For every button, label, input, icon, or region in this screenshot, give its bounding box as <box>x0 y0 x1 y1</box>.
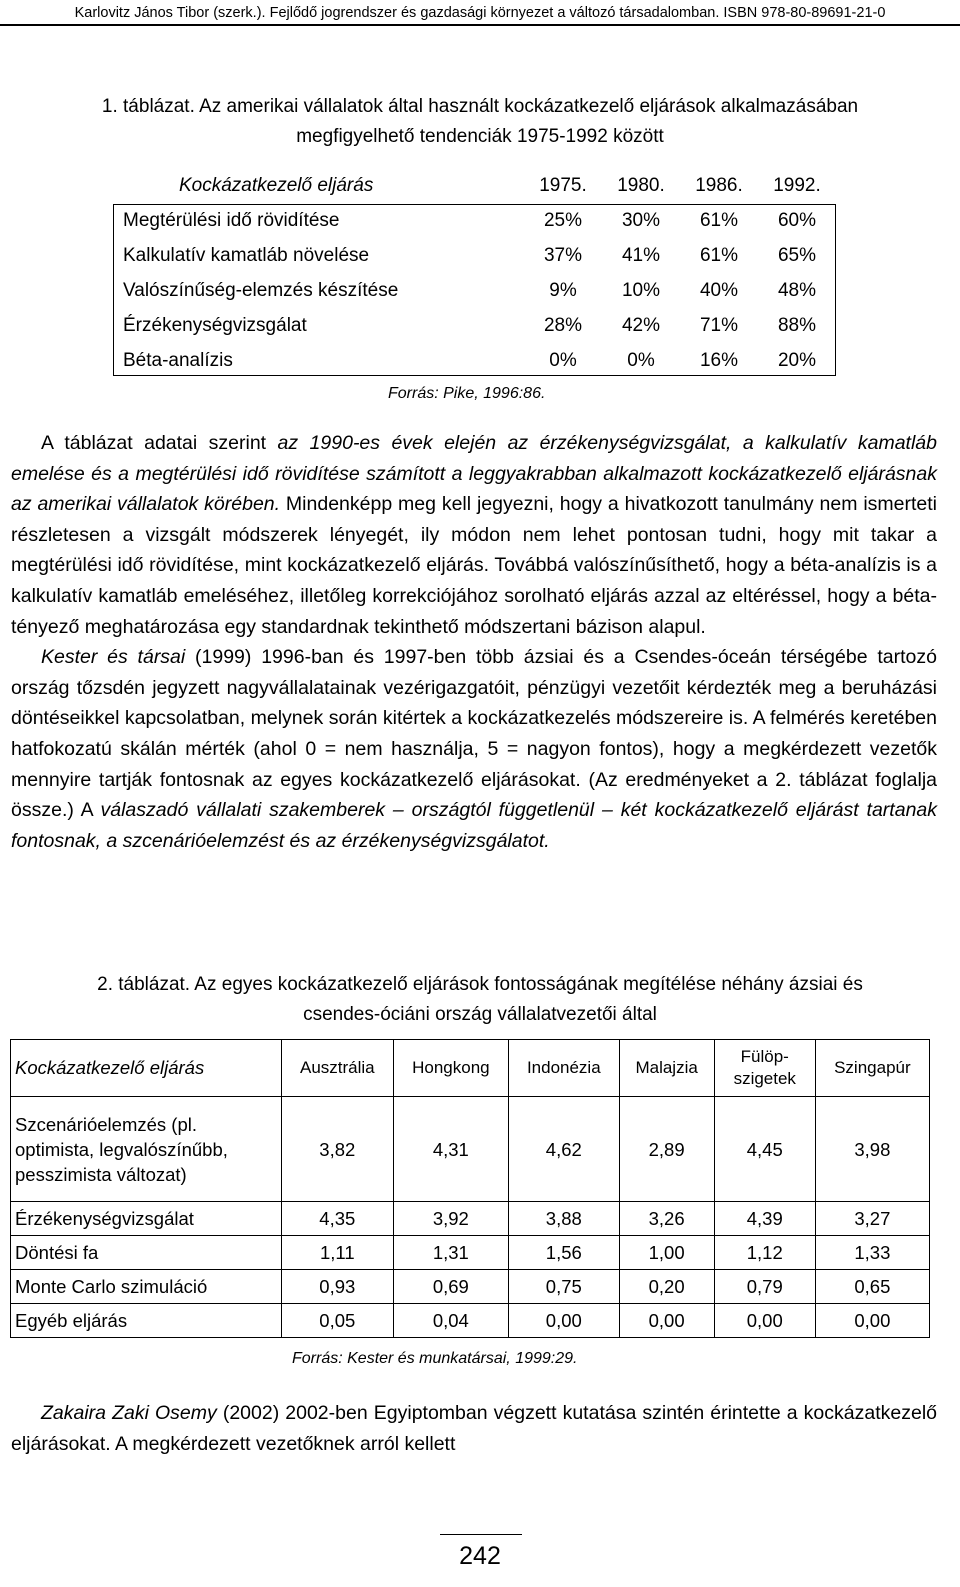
table2-caption <box>20 970 940 1030</box>
table2-cell: 0,20 <box>619 1270 714 1304</box>
table1-col-header: 1980. <box>617 174 665 196</box>
p1-text-emphasis: az 1990-es évek elején az érzékenységvizsgálat, a kalkulatív kamatláb emelése és a megtérülési idő rövidítése számított a leggyakrabban alkalmazott kockázatkezelő eljárásnak az amerikai vállalatok körében. <box>11 432 937 516</box>
body-text-2 <box>11 1398 937 1459</box>
body-text-1 <box>11 428 937 856</box>
table-row <box>113 238 836 273</box>
table1-col-header: 1975. <box>539 174 587 196</box>
table1-row-label: Kalkulatív kamatláb növelése <box>123 244 370 266</box>
table2-cell: 0,00 <box>815 1304 929 1338</box>
table1-cell: 88% <box>777 314 817 336</box>
table1-header-row <box>113 168 836 203</box>
table2-cell: 0,65 <box>815 1270 929 1304</box>
table2-col-header: Hongkong <box>393 1040 508 1097</box>
table1-cell: 9% <box>549 279 577 301</box>
table1-row-label: Béta-analízis <box>123 349 233 371</box>
table2-cell: 0,79 <box>714 1270 815 1304</box>
table1-cell: 10% <box>621 279 661 301</box>
table1-row-label: Valószínűség-elemzés készítése <box>123 279 399 301</box>
table1-cell: 37% <box>543 244 583 266</box>
table2-caption-line2: csendes-óciáni ország vállalatvezetői által <box>303 1004 657 1025</box>
table2-col-header: Ausztrália <box>282 1040 394 1097</box>
table-row <box>113 273 836 308</box>
table2-row-label: Szcenárióelemzés (pl. optimista, legvalószínűbb, pesszimista változat) <box>11 1097 282 1202</box>
header-citation: Karlovitz János Tibor (szerk.). Fejlődő jogrendszer és gazdasági környezet a változó társadalomban. ISBN 978-80-89691-21-0 <box>74 5 886 21</box>
table2-source: Forrás: Kester és munkatársai, 1999:29. <box>292 1350 578 1367</box>
p2-author: Kester és társai <box>41 646 186 669</box>
table-row <box>113 308 836 343</box>
table2-cell: 0,69 <box>393 1270 508 1304</box>
table1-cell: 28% <box>543 314 583 336</box>
p3-author: Zakaira Zaki Osemy <box>41 1402 217 1424</box>
table-row <box>11 1304 930 1338</box>
table2-cell: 3,82 <box>282 1097 394 1202</box>
table2-cell: 1,33 <box>815 1236 929 1270</box>
table-row <box>113 203 836 238</box>
table-row <box>11 1097 930 1202</box>
table2-cell: 0,04 <box>393 1304 508 1338</box>
table-row <box>113 343 836 378</box>
p3-text-b: (2002) 2002-ben Egyiptomban végzett kutatása szintén érintette a kockázatkezelő eljárásokat. A megkérdezett vezetőknek arról kellett <box>11 1402 937 1455</box>
running-header <box>0 0 960 26</box>
table1-cell: 48% <box>777 279 817 301</box>
table1-cell: 25% <box>543 209 583 231</box>
table1-cell: 0% <box>627 349 655 371</box>
table2-cell: 1,31 <box>393 1236 508 1270</box>
table1 <box>113 168 836 378</box>
table2-row-label: Érzékenységvizsgálat <box>11 1202 282 1236</box>
table1-cell: 71% <box>699 314 739 336</box>
table2-cell: 0,00 <box>714 1304 815 1338</box>
table1-cell: 16% <box>699 349 739 371</box>
table1-col-header: 1992. <box>773 174 821 196</box>
table2-cell: 3,92 <box>393 1202 508 1236</box>
table-row <box>11 1270 930 1304</box>
table1-cell: 40% <box>699 279 739 301</box>
table1-source: Forrás: Pike, 1996:86. <box>388 385 546 402</box>
table1-col-header: 1986. <box>695 174 743 196</box>
table2-col-header: Indonézia <box>509 1040 619 1097</box>
table2-cell: 2,89 <box>619 1097 714 1202</box>
table1-cell: 20% <box>777 349 817 371</box>
table2-col-header: Malajzia <box>619 1040 714 1097</box>
table2-col-header: Fülöp-szigetek <box>714 1040 815 1097</box>
table2-cell: 1,11 <box>282 1236 394 1270</box>
table2-row-label: Egyéb eljárás <box>11 1304 282 1338</box>
paragraph-2 <box>11 642 937 856</box>
table1-cell: 41% <box>621 244 661 266</box>
table2-cell: 3,26 <box>619 1202 714 1236</box>
table1-row-label: Érzékenységvizsgálat <box>123 314 307 336</box>
paragraph-1 <box>11 428 937 642</box>
p1-text-a: A táblázat adatai szerint <box>41 432 278 454</box>
table2 <box>10 1039 930 1338</box>
table1-cell: 61% <box>699 244 739 266</box>
table1-row-label: Megtérülési idő rövidítése <box>123 209 340 231</box>
table2-cell: 3,98 <box>815 1097 929 1202</box>
table2-row-label: Döntési fa <box>11 1236 282 1270</box>
table2-caption-line1: 2. táblázat. Az egyes kockázatkezelő eljárások fontosságának megítélése néhány ázsiai és <box>97 974 863 995</box>
table-row <box>11 1202 930 1236</box>
table1-cell: 60% <box>777 209 817 231</box>
table1-cell: 30% <box>621 209 661 231</box>
p2-text-b: (1999) 1996-ban és 1997-ben több ázsiai és a Csendes-óceán térségébe tartozó ország tőzsdén jegyzett nagyvállalatainak vezérigazgatóit, pénzügyi vezetőit kérdezték meg a beruházási döntéseikkel kapcsolatban, melynek során kitértek a kockázatkezelés módszereire is. A felmérés keretében hatfokozatú skálán mérték (ahol 0 = nem használja, 5 = nagyon fontos), hogy a megkérdezett vezetők mennyire tartják fontosnak az egyes kockázatkezelő eljárásokat. (Az eredményeket a 2. táblázat foglalja össze.) A <box>11 646 937 822</box>
table1-caption <box>20 92 940 152</box>
table2-cell: 4,45 <box>714 1097 815 1202</box>
footer-rule <box>440 1534 522 1535</box>
table1-caption-line2: megfigyelhető tendenciák 1975-1992 között <box>296 126 664 147</box>
table2-cell: 0,05 <box>282 1304 394 1338</box>
table2-cell: 4,62 <box>509 1097 619 1202</box>
table1-cell: 0% <box>549 349 577 371</box>
p1-text-c: Mindenképp meg kell jegyezni, hogy a hivatkozott tanulmány nem ismerteti részletesen a vizsgált módszerek lényegét, ily módon nem lehet pontosan tudni, hogy mit takar a megtérülési idő rövidítése, mint kockázatkezelő eljárás. Továbbá valószínűsíthető, hogy a béta-analízis is a kalkulatív kamatláb emeléséhez, illetőleg korrekciójához sorolható eljárás azzal az eltéréssel, hogy a béta-tényező meghatározása egy standardnak tekinthető módszertani bázison alapul. <box>11 493 938 638</box>
table2-col-header: Kockázatkezelő eljárás <box>11 1040 282 1097</box>
table1-col-header: Kockázatkezelő eljárás <box>179 174 374 196</box>
table2-cell: 3,88 <box>509 1202 619 1236</box>
table2-row-label: Monte Carlo szimuláció <box>11 1270 282 1304</box>
table1-cell: 65% <box>777 244 817 266</box>
table2-cell: 0,75 <box>509 1270 619 1304</box>
table2-cell: 4,39 <box>714 1202 815 1236</box>
paragraph-3 <box>11 1398 937 1459</box>
table2-cell: 4,35 <box>282 1202 394 1236</box>
table1-caption-line1: 1. táblázat. Az amerikai vállalatok által használt kockázatkezelő eljárások alkalmazásában <box>101 96 859 117</box>
p2-text-emphasis: válaszadó vállalati szakemberek – országtól függetlenül – két kockázatkezelő eljárást tartanak fontosnak, a szcenárióelemzést és az érzékenységvizsgálatot. <box>11 799 938 852</box>
table2-cell: 0,00 <box>509 1304 619 1338</box>
table2-cell: 0,93 <box>282 1270 394 1304</box>
table2-cell: 0,00 <box>619 1304 714 1338</box>
table2-cell: 3,27 <box>815 1202 929 1236</box>
page-number: 242 <box>459 1542 501 1570</box>
table2-cell: 4,31 <box>393 1097 508 1202</box>
table1-cell: 61% <box>699 209 739 231</box>
table2-header-row <box>11 1040 930 1097</box>
table-row <box>11 1236 930 1270</box>
table2-cell: 1,12 <box>714 1236 815 1270</box>
table2-cell: 1,00 <box>619 1236 714 1270</box>
table2-cell: 1,56 <box>509 1236 619 1270</box>
table1-cell: 42% <box>621 314 661 336</box>
table2-col-header: Szingapúr <box>815 1040 929 1097</box>
